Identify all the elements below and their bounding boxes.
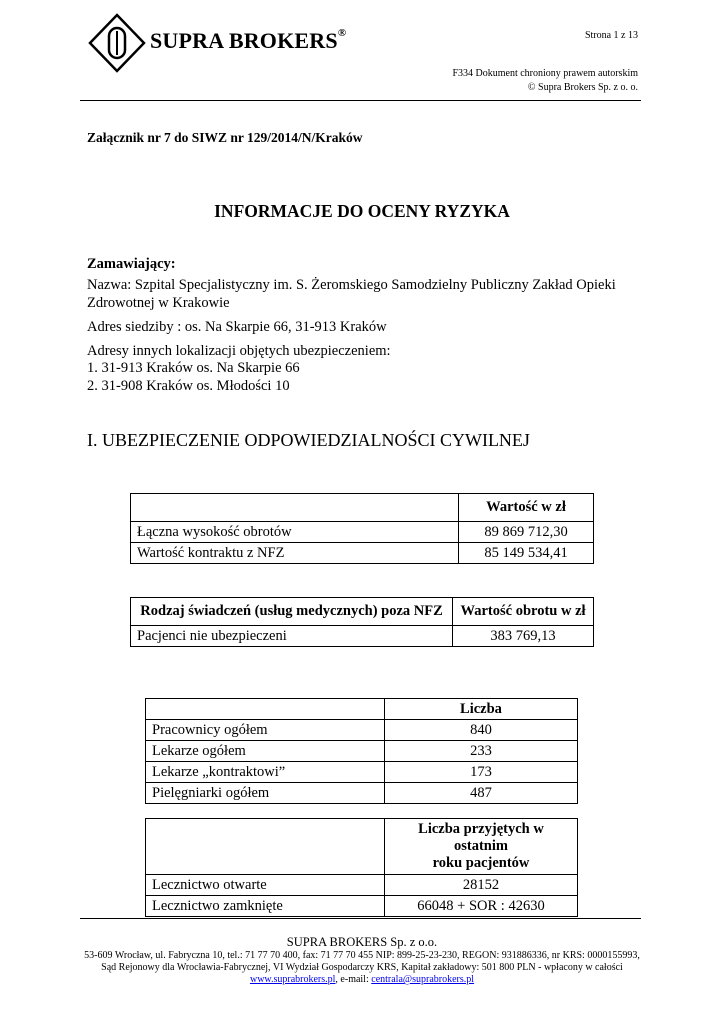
footer-address-line: 53-609 Wrocław, ul. Fabryczna 10, tel.: 71 77 70 400, fax: 71 77 70 455 NIP: 899-25-23-230, REGON: 931886336, nr KRS: 0000155993, [84, 950, 640, 961]
row-value: 85 149 534,41 [459, 543, 594, 564]
section-heading: I. UBEZPIECZENIE ODPOWIEDZIALNOŚCI CYWILNEJ [87, 430, 530, 450]
table-header-cell [131, 494, 459, 522]
row-label: Wartość kontraktu z NFZ [131, 543, 459, 564]
footer-company: SUPRA BROKERS Sp. z o.o. [286, 935, 438, 949]
table-header-cell [146, 699, 385, 720]
table-header-cell: Liczba [385, 699, 578, 720]
orderer-name-line-1: Nazwa: Szpital Specjalistyczny im. S. Żeromskiego Samodzielny Publiczny Zakład Opieki [87, 277, 616, 293]
row-value: 840 [385, 720, 578, 741]
row-label: Lecznictwo zamknięte [146, 896, 385, 917]
table-row [131, 522, 594, 543]
table-row [146, 896, 578, 917]
table-row [131, 543, 594, 564]
staff-count-table [145, 698, 578, 804]
row-label: Pacjenci nie ubezpieczeni [131, 626, 453, 647]
header-divider [80, 100, 641, 101]
turnover-table [130, 493, 594, 564]
table-header-row [131, 494, 594, 522]
row-label: Pielęgniarki ogółem [146, 783, 385, 804]
copyright-notice [452, 67, 638, 95]
row-value: 66048 + SOR : 42630 [385, 896, 578, 917]
patient-admissions-table [145, 818, 578, 917]
row-value: 383 769,13 [453, 626, 594, 647]
orderer-name-line-2: Zdrowotnej w Krakowie [87, 295, 230, 311]
email-label: , e-mail: [335, 974, 372, 985]
annex-reference: Załącznik nr 7 do SIWZ nr 129/2014/N/Kraków [87, 130, 363, 145]
footer-divider [80, 918, 641, 919]
row-label: Pracownicy ogółem [146, 720, 385, 741]
row-label: Łączna wysokość obrotów [131, 522, 459, 543]
row-value: 28152 [385, 875, 578, 896]
row-label: Lekarze „kontraktowi” [146, 762, 385, 783]
table-row [146, 720, 578, 741]
row-value: 173 [385, 762, 578, 783]
header-line-1: Liczba przyjętych w ostatnim [418, 821, 544, 854]
table-row [146, 783, 578, 804]
table-row [146, 875, 578, 896]
table-header-cell: Wartość w zł [459, 494, 594, 522]
table-header-cell [146, 819, 385, 875]
footer-contact-line [0, 974, 724, 986]
table-row [131, 626, 594, 647]
table-header-row [131, 598, 594, 626]
table-header-cell: Wartość obrotu w zł [453, 598, 594, 626]
non-nfz-services-table [130, 597, 594, 647]
row-label: Lekarze ogółem [146, 741, 385, 762]
table-row [146, 741, 578, 762]
footer-registry-line: Sąd Rejonowy dla Wrocławia-Fabrycznej, VI Wydział Gospodarczy KRS, Kapitał zakładowy: 501 800 PLN - wpłacony w całości [101, 962, 623, 973]
supra-brokers-logo [86, 12, 148, 74]
footer [0, 934, 724, 986]
row-label: Lecznictwo otwarte [146, 875, 385, 896]
copyright-line-2: © Supra Brokers Sp. z o. o. [527, 82, 638, 93]
location-1: 1. 31-913 Kraków os. Na Skarpie 66 [87, 360, 300, 376]
table-header-cell [385, 819, 578, 875]
header-line-2: roku pacjentów [432, 855, 530, 871]
email-link[interactable]: centrala@suprabrokers.pl [371, 974, 475, 985]
row-value: 233 [385, 741, 578, 762]
table-row [146, 762, 578, 783]
location-2: 2. 31-908 Kraków os. Młodości 10 [87, 378, 290, 394]
table-header-row [146, 699, 578, 720]
brand-name: SUPRA BROKERS® [150, 26, 347, 53]
document-title: INFORMACJE DO OCENY RYZYKA [214, 201, 510, 221]
row-value: 487 [385, 783, 578, 804]
table-header-row [146, 819, 578, 875]
locations-label: Adresy innych lokalizacji objętych ubezpieczeniem: [87, 343, 391, 359]
page-number: Strona 1 z 13 [584, 30, 638, 41]
orderer-address: Adres siedziby : os. Na Skarpie 66, 31-913 Kraków [87, 319, 387, 335]
table-header-cell: Rodzaj świadczeń (usług medycznych) poza NFZ [131, 598, 453, 626]
website-link[interactable]: www.suprabrokers.pl [249, 974, 336, 985]
orderer-heading: Zamawiający: [87, 256, 176, 272]
row-value: 89 869 712,30 [459, 522, 594, 543]
copyright-line-1: F334 Dokument chroniony prawem autorskim [452, 68, 638, 79]
